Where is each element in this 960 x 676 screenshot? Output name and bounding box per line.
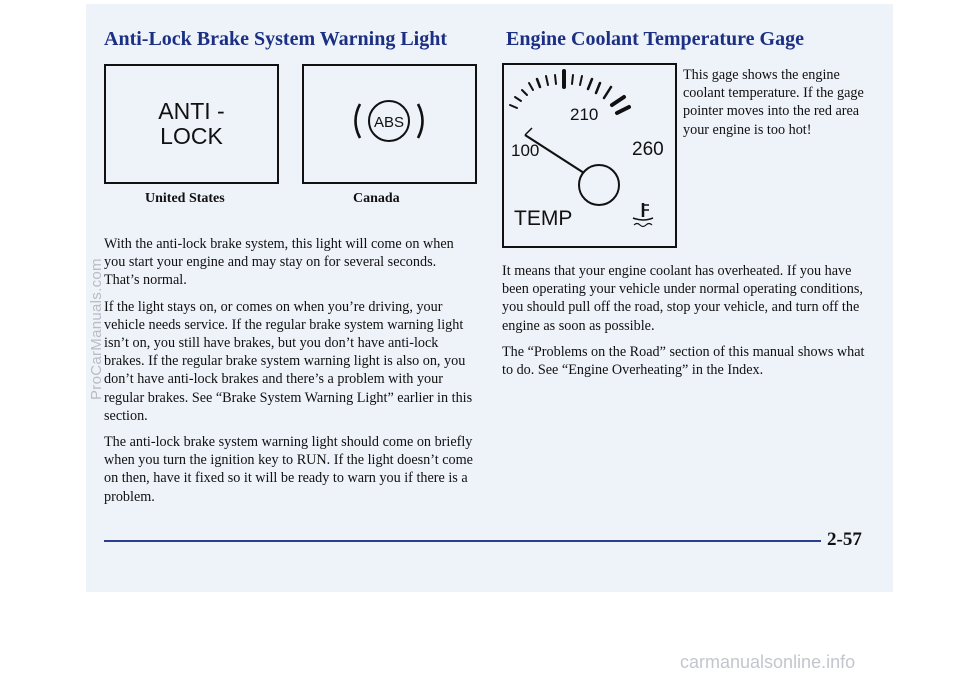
- anti-lock-light-us: [104, 64, 279, 184]
- caption-united-states: United States: [145, 191, 225, 206]
- gauge-label-210: 210: [570, 105, 599, 124]
- coolant-heading: Engine Coolant Temperature Gage: [506, 28, 804, 50]
- abs-paragraph-3: The anti-lock brake system warning light should come on briefly when you turn the ignition key to RUN. If the light doesn’t come on then, have it fixed so it will be ready to warn you if there is a problem.: [104, 434, 473, 505]
- abs-body: [104, 235, 474, 514]
- coolant-paragraph-2: The “Problems on the Road” section of this manual shows what to do. See “Engine Overheating” in the Index.: [502, 343, 865, 379]
- abs-symbol-icon: [304, 66, 475, 182]
- abs-heading: Anti-Lock Brake System Warning Light: [104, 28, 447, 50]
- footer-watermark: carmanualsonline.info: [680, 652, 856, 672]
- coolant-body: [502, 262, 874, 387]
- page-number: 2-57: [827, 529, 862, 550]
- anti-lock-line1: ANTI -: [158, 98, 225, 124]
- coolant-side-text: [683, 66, 873, 147]
- abs-paragraph-2: If the light stays on, or comes on when you’re driving, your vehicle needs service. If the regular brake system warning light isn’t on, you still have brakes, but you don’t have anti-lock brakes. If the regular brake system warning light is also on, you don’t have anti-lock brakes and there’s a problem with your regular brakes. See “Brake System Warning Light” earlier in this section.: [104, 298, 473, 424]
- caption-canada: Canada: [353, 191, 400, 206]
- gauge-label-temp: TEMP: [514, 207, 573, 230]
- coolant-gauge: [502, 63, 677, 248]
- side-watermark-text: ProCarManuals.com: [88, 258, 105, 400]
- gauge-label-100: 100: [511, 141, 540, 160]
- coolant-side-paragraph: This gage shows the engine coolant temperature. If the gage pointer moves into the red area your engine is too hot!: [683, 67, 864, 138]
- abs-light-canada: [302, 64, 477, 184]
- abs-symbol-text: ABS: [373, 114, 405, 131]
- coolant-paragraph-1: It means that your engine coolant has overheated. If you have been operating your vehicle under normal operating conditions, you should pull off the road, stop your vehicle, and turn off the engine as soon as possible.: [502, 263, 863, 334]
- footer-rule: [104, 540, 821, 542]
- coolant-thermometer-icon: [633, 203, 653, 227]
- abs-paragraph-1: With the anti-lock brake system, this light will come on when you start your engine and may stay on for several seconds. That’s normal.: [104, 236, 454, 289]
- gauge-label-260: 260: [632, 139, 664, 160]
- anti-lock-line2: LOCK: [160, 123, 223, 149]
